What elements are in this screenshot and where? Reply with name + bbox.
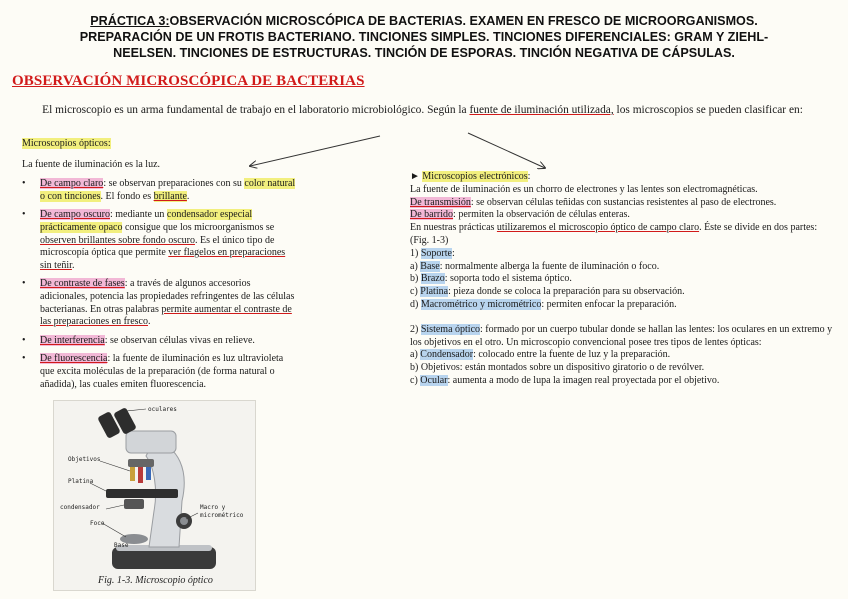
optical-microscopes-column	[22, 138, 297, 397]
title-line-2: PREPARACIÓN DE UN FROTIS BACTERIANO. TINCIONES SIMPLES. TINCIONES DIFERENCIALES: GRAM Y ZIEHL-	[79, 30, 769, 44]
arrow-to-electronic	[468, 133, 545, 168]
triangle-bullet-icon: ►	[410, 171, 420, 182]
microscope-figure	[53, 400, 256, 591]
label-micrometrico: micrométrico	[200, 512, 244, 519]
label-objetivos: Objetivos	[68, 456, 101, 463]
list-item: • De contraste de fases: a través de algunos accesorios adicionales, potencia las propiedades refringentes de las células bacterianas. En otras palabras permite aumentar el contraste de las preparaciones en fresco.	[40, 278, 297, 328]
label-foco: Foco	[90, 520, 105, 527]
figure-caption: Fig. 1-3. Microscopio óptico	[98, 575, 213, 586]
title-line-1: OBSERVACIÓN MICROSCÓPICA DE BACTERIAS. EXAMEN EN FRESCO DE MICROORGANISMOS.	[169, 14, 758, 28]
stage-shape	[106, 489, 178, 498]
electronic-microscopes-column: ► Microscopios electrónicos: La fuente de iluminación es un chorro de electrones y las lentes son electromagnéticas. De transmisión: se observan células teñidas con sustancias resistentes al paso de electrones. De barrido: permiten la observación de células enteras. En nuestras prácticas utilizaremos el microscopio óptico de campo claro. Éste se divide en dos partes: (Fig. 1-3) 1) Soporte: a) Base: normalmente alberga la fuente de iluminación o foco. b) Brazo: soporta todo el sistema óptico. c) Platina: pieza donde se coloca la preparación para su observación. d) Macrométrico y micrométrico: permiten enfocar la preparación. 2) Sistema óptico: formado por un cuerpo tubular donde se hallan las lentes: los oculares en un extremo y los objetivos en el otro. Un microscopio convencional posee tres tipos de lentes ópticas: a) Condensador: colocado entre la fuente de luz y la preparación. b) Objetivos: están montados sobre un dispositivo giratorio o de revólver. c) Ocular: aumenta a modo de lupa la imagen real proyectada por el objetivo.	[410, 171, 835, 388]
electronic-source: La fuente de iluminación es un chorro de electrones y las lentes son electromagnéticas.	[410, 183, 758, 195]
optical-types-list	[22, 178, 297, 391]
list-item: • De campo oscuro: mediante un condensador especial prácticamente opaco consigue que los microorganismos se observen brillantes sobre fondo oscuro. Es el único tipo de microscopía óptica que permite ver flagelos en preparaciones sin teñir.	[40, 209, 297, 272]
optical-source: La fuente de iluminación es la luz.	[22, 158, 161, 170]
electronic-heading: Microscopios electrónicos	[422, 171, 528, 182]
list-item: • De campo claro: se observan preparaciones con su color natural o con tinciones. El fondo es brillante.	[40, 178, 297, 203]
list-item: • De fluorescencia: la fuente de iluminación es luz ultravioleta que excita moléculas de la preparación (de forma natural o añadida), las cuales emiten fluorescencia.	[40, 353, 297, 391]
label-oculares: oculares	[148, 406, 177, 413]
title-practice-number: PRÁCTICA 3:	[90, 14, 170, 28]
intro-paragraph: El microscopio es un arma fundamental de trabajo en el laboratorio microbiológico. Según la fuente de iluminación utilizada, los microscopios se pueden clasificar en:	[42, 104, 803, 116]
list-item: • De interferencia: se observan células vivas en relieve.	[40, 335, 297, 348]
title-line-3: NEELSEN. TINCIONES DE ESTRUCTURAS. TINCIÓN DE ESPORAS. TINCIÓN NEGATIVA DE CÁPSULAS.	[113, 46, 735, 60]
section-heading: OBSERVACIÓN MICROSCÓPICA DE BACTERIAS	[12, 73, 365, 89]
label-base: Base	[114, 542, 129, 549]
label-platina: Platina	[68, 478, 94, 485]
optical-heading: Microscopios ópticos:	[22, 138, 111, 149]
label-macro: Macro y	[200, 504, 226, 511]
intro-highlight: fuente de iluminación utilizada,	[469, 104, 614, 116]
label-condensador: condensador	[60, 504, 100, 511]
